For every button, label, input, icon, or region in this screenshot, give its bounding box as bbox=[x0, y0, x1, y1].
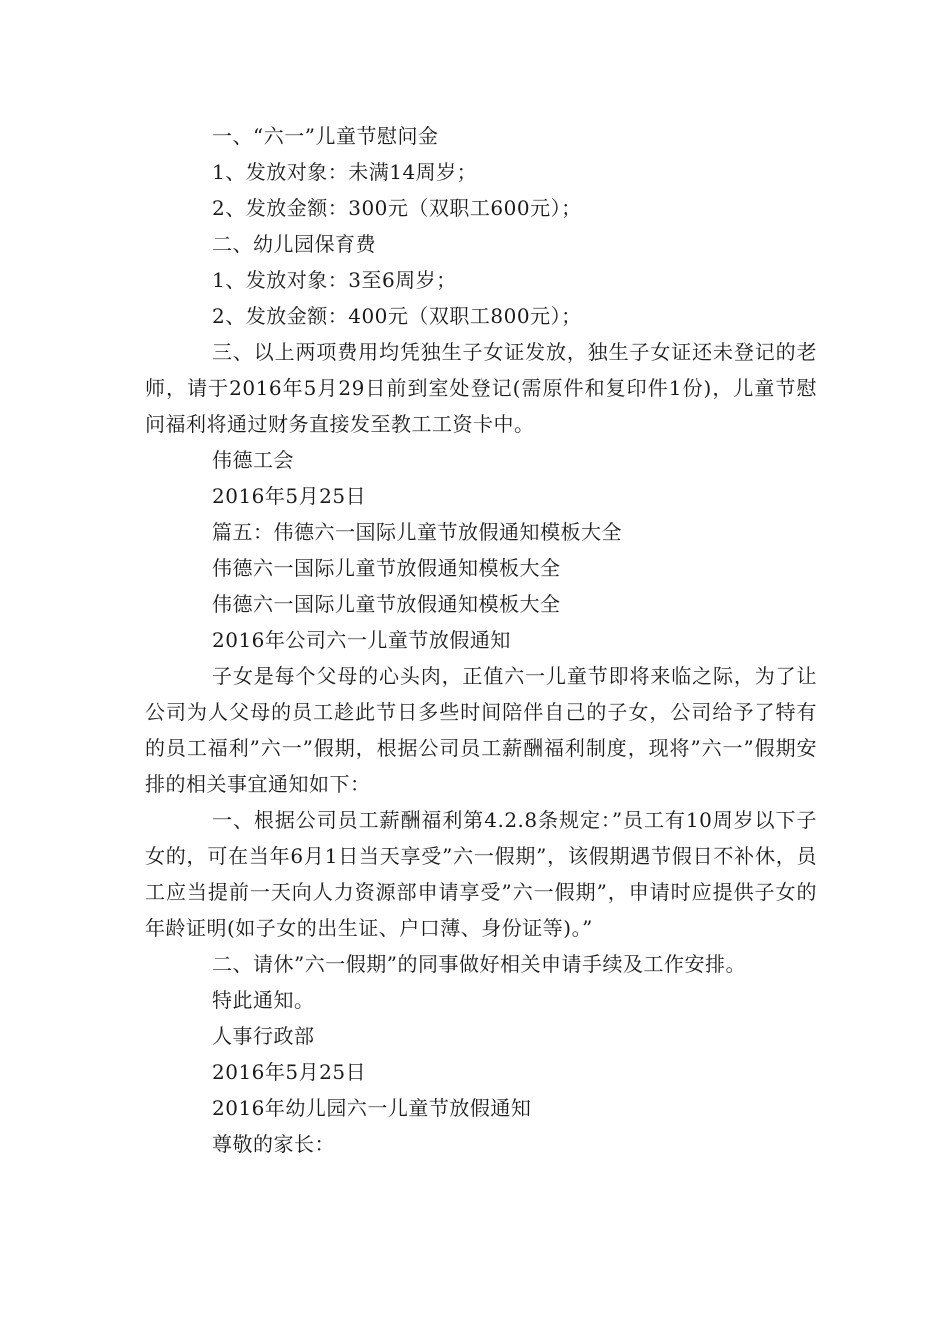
notice-company-title: 2016年公司六一儿童节放假通知 bbox=[212, 628, 511, 652]
signature-hr: 人事行政部 bbox=[212, 1024, 315, 1048]
subtitle-template-1: 伟德六一国际儿童节放假通知模板大全 bbox=[212, 556, 561, 580]
signature-union: 伟德工会 bbox=[212, 448, 294, 472]
item-kindergarten-target: 1、发放对象：3至6周岁； bbox=[212, 268, 457, 292]
paragraph-registration-note: 三、以上两项费用均凭独生子女证发放，独生子女证还未登记的老师，请于2016年5月29日前到室处登记(需原件和复印件1份)，儿童节慰问福利将通过财务直接发至教工工资卡中。 bbox=[145, 340, 817, 436]
item-consolation-amount: 2、发放金额：300元（双职工600元）； bbox=[212, 196, 582, 220]
closing-note: 特此通知。 bbox=[212, 988, 315, 1012]
notice-kindergarten-title: 2016年幼儿园六一儿童节放假通知 bbox=[212, 1096, 532, 1120]
document-body bbox=[145, 118, 817, 1162]
salutation: 尊敬的家长： bbox=[212, 1132, 335, 1156]
date-hr: 2016年5月25日 bbox=[212, 1060, 367, 1084]
item-consolation-target: 1、发放对象：未满14周岁； bbox=[212, 160, 478, 184]
paragraph-rule-one: 一、根据公司员工薪酬福利第4.2.8条规定：”员工有10周岁以下子女的，可在当年6月1日当天享受”六一假期”，该假期遇节假日不补休，员工应当提前一天向人力资源部申请享受”六一假期”，申请时应提供子女的年龄证明(如子女的出生证、户口薄、身份证等)。” bbox=[145, 808, 817, 940]
date-union: 2016年5月25日 bbox=[212, 484, 367, 508]
heading-kindergarten-fee: 二、幼儿园保育费 bbox=[212, 232, 376, 256]
paragraph-intro: 子女是每个父母的心头肉，正值六一儿童节即将来临之际，为了让公司为人父母的员工趁此节日多些时间陪伴自己的子女，公司给予了特有的员工福利”六一”假期，根据公司员工薪酬福利制度，现将”六一”假期安排的相关事宜通知如下： bbox=[145, 664, 817, 796]
paragraph-rule-two: 二、请休”六一假期”的同事做好相关申请手续及工作安排。 bbox=[212, 952, 746, 976]
item-kindergarten-amount: 2、发放金额：400元（双职工800元）； bbox=[212, 304, 582, 328]
heading-consolation-money: 一、“六一”儿童节慰问金 bbox=[212, 124, 439, 148]
subtitle-template-2: 伟德六一国际儿童节放假通知模板大全 bbox=[212, 592, 561, 616]
section-five-title: 篇五：伟德六一国际儿童节放假通知模板大全 bbox=[212, 520, 622, 544]
